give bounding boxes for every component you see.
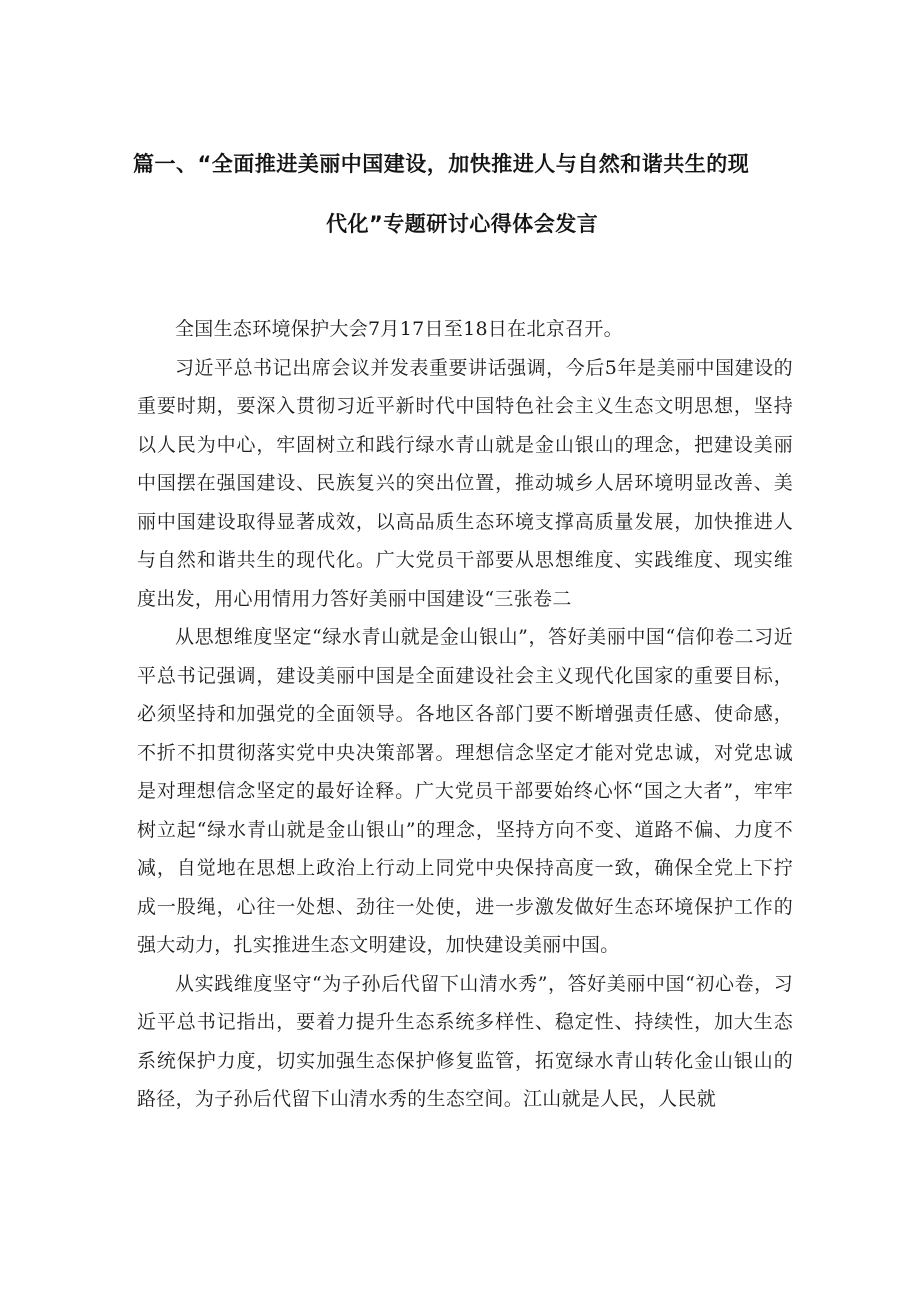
body-paragraph: 从实践维度坚守“为子孙后代留下山清水秀”，答好美丽中国“初心卷，习近平总书记指出，要着力提升生态系统多样性、稳定性、持续性，加大生态系统保护力度，切实加强生态保护修复监管，拓宽绿水青山转化金山银山的路径，为子孙后代留下山清水秀的生态空间。江山就是人民，人民就 bbox=[137, 972, 793, 1110]
document-body bbox=[137, 310, 793, 1119]
document-title-line-1: 篇一、“全面推进美丽中国建设，加快推进人与自然和谐共生的现 bbox=[133, 152, 750, 176]
body-paragraph: 从思想维度坚定“绿水青山就是金山银山”，答好美丽中国“信仰卷二习近平总书记强调，建设美丽中国是全面建设社会主义现代化国家的重要目标，必须坚持和加强党的全面领导。各地区各部门要不断增强责任感、使命感，不折不扣贯彻落实党中央决策部署。理想信念坚定才能对党忠诚，对党忠诚是对理想信念坚定的最好诠释。广大党员干部要始终心怀“国之大者”，牢牢树立起“绿水青山就是金山银山”的理念，坚持方向不变、道路不偏、力度不减，自觉地在思想上政治上行动上同党中央保持高度一致，确保全党上下拧成一股绳，心往一处想、劲往一处使，进一步激发做好生态环境保护工作的强大动力，扎实推进生态文明建设，加快建设美丽中国。 bbox=[137, 626, 793, 956]
body-paragraph: 习近平总书记出席会议并发表重要讲话强调，今后5年是美丽中国建设的重要时期，要深入贯彻习近平新时代中国特色社会主义生态文明思想，坚持以人民为中心，牢固树立和践行绿水青山就是金山银山的理念，把建设美丽中国摆在强国建设、民族复兴的突出位置，推动城乡人居环境明显改善、美丽中国建设取得显著成效，以高品质生态环境支撑高质量发展，加快推进人与自然和谐共生的现代化。广大党员干部要从思想维度、实践维度、现实维度出发，用心用情用力答好美丽中国建设“三张卷二 bbox=[137, 356, 793, 610]
document-title-line-2: 代化”专题研讨心得体会发言 bbox=[326, 212, 599, 236]
body-paragraph: 全国生态环境保护大会7月17日至18日在北京召开。 bbox=[175, 318, 623, 340]
